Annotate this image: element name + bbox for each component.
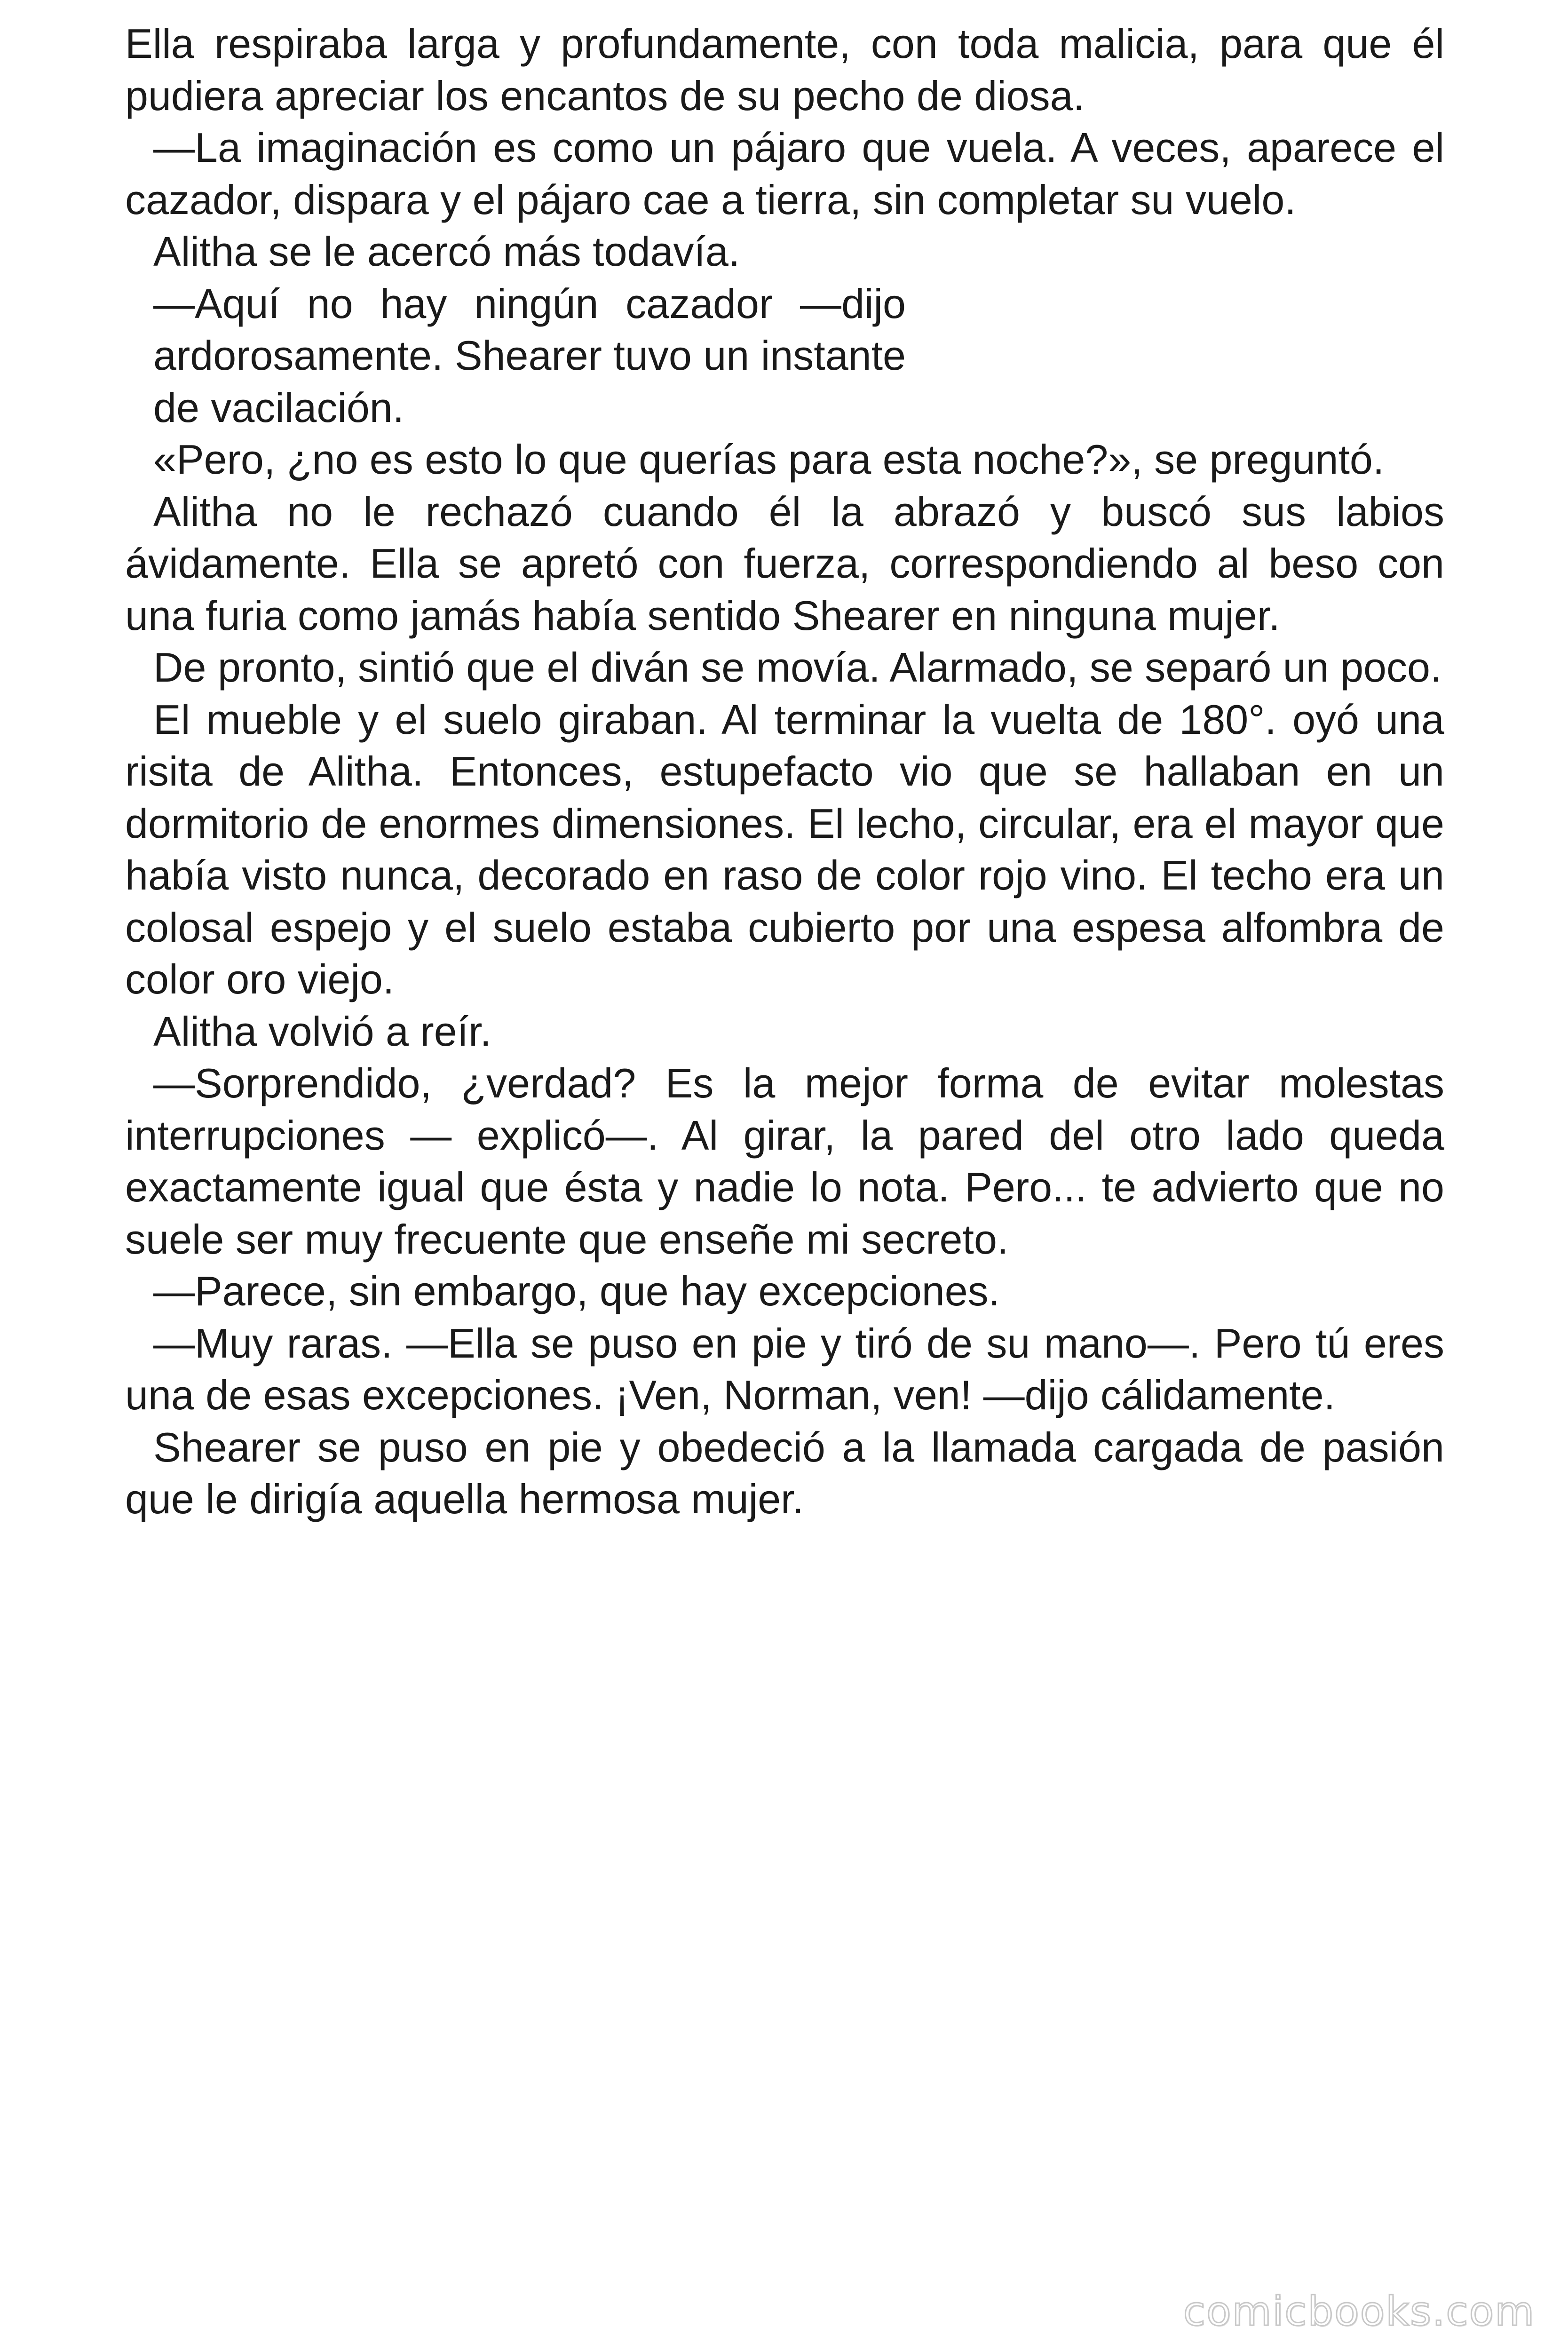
paragraph: «Pero, ¿no es esto lo que querías para esta noche?», se preguntó. — [153, 436, 1385, 483]
paragraph: —Aquí no hay ningún cazador —dijo ardorosamente. Shearer tuvo un instante de vacilación. — [153, 280, 906, 431]
paragraph: De pronto, sintió que el diván se movía. Alarmado, se separó un poco. — [153, 644, 1442, 691]
paragraph: Alitha se le acercó más todavía. — [153, 228, 740, 275]
paragraph: Alitha no le rechazó cuando él la abrazó y buscó sus labios ávidamente. Ella se apretó con fuerza, correspondiendo al beso con una furia como jamás había sentido Shearer en ninguna mujer. — [125, 488, 1444, 639]
watermark: comicbooks.com — [1183, 2288, 1535, 2335]
paragraph: —La imaginación es como un pájaro que vuela. A veces, aparece el cazador, dispara y el pájaro cae a tierra, sin completar su vuelo. — [125, 124, 1444, 223]
body-text — [125, 18, 1444, 1526]
paragraph: Shearer se puso en pie y obedeció a la llamada cargada de pasión que le dirigía aquella hermosa mujer. — [125, 1423, 1444, 1522]
paragraph: —Sorprendido, ¿verdad? Es la mejor forma de evitar molestas interrupciones — explicó—. Al girar, la pared del otro lado queda exactamente igual que ésta y nadie lo nota. Pero... te advierto que no suele ser muy frecuente que enseñe mi secreto. — [125, 1060, 1444, 1263]
paragraph: Ella respiraba larga y profundamente, con toda malicia, para que él pudiera apreciar los encantos de su pecho de diosa. — [125, 20, 1444, 119]
paragraph: Alitha volvió a reír. — [153, 1008, 491, 1055]
paragraph: —Parece, sin embargo, que hay excepciones. — [153, 1268, 1000, 1314]
paragraph: El mueble y el suelo giraban. Al terminar la vuelta de 180°. oyó una risita de Alitha. Entonces, estupefacto vio que se hallaban en un dormitorio de enormes dimensiones. El lecho, circular, era el mayor que había visto nunca, decorado en raso de color rojo vino. El techo era un colosal espejo y el suelo estaba cubierto por una espesa alfombra de color oro viejo. — [125, 696, 1444, 1002]
paragraph: —Muy raras. —Ella se puso en pie y tiró de su mano—. Pero tú eres una de esas excepciones. ¡Ven, Norman, ven! —dijo cálidamente. — [125, 1319, 1444, 1418]
